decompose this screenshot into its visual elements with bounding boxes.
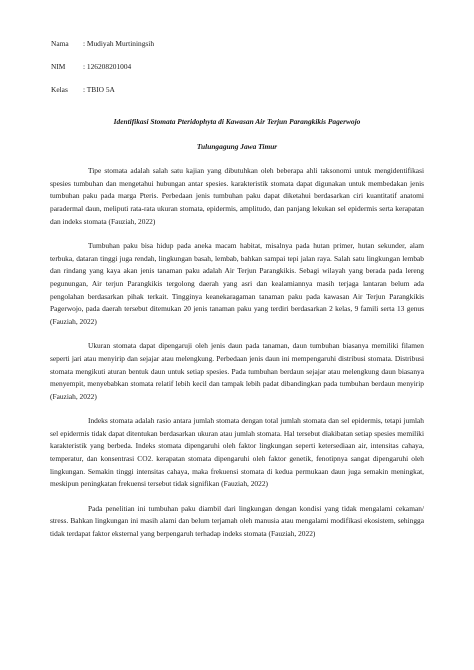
document-title-line-1: Identifikasi Stomata Pteridophyta di Kawasan Air Terjun Parangkikis Pagerwojo — [113, 117, 361, 126]
nim-label: NIM — [51, 62, 66, 71]
nim-value: : 126208201004 — [83, 62, 132, 71]
paragraph-1: Tipe stomata adalah salah satu kajian yang dibutuhkan oleh beberapa ahli taksonomi untuk mengidentifikasi spesies tumbuhan dan mengetahui hubungan antar spesies. karakteristik stomata dapat digunakan untuk membedakan jenis tumbuhan paku pada marga Pteris. Perbedaan jenis tumbuhan paku dapat diketahui berdasarkan ciri kuantitatif anatomi paradermal daun, meliputi rata-rata ukuran stomata, epidermis, amplitudo, dan panjang lekukan sel epidermis serta kerapatan dan indeks stomata (Fauziah, 2022) — [50, 166, 424, 226]
document-title-line-2: Tulungagung Jawa Timur — [196, 141, 278, 151]
class-row — [51, 84, 424, 96]
name-row — [51, 38, 424, 50]
paragraph-4: Indeks stomata adalah rasio antara jumlah stomata dengan total jumlah stomata dan sel epidermis, tetapi jumlah sel epidermis tidak dapat ditentukan berdasarkan ukuran atau jumlah stomata. Hal tersebut diakibatan setiap spesies memiliki karakteristik yang berbeda. Indeks stomata dipengaruhi oleh faktor lingkungan seperti ketersediaan air, intensitas cahaya, temperatur, dan konsentrasi CO2. kerapatan stomata dipengaruhi oleh faktor genetik, fenotipnya sangat dipengaruhi oleh lingkungan. Semakin tinggi intensitas cahaya, maka frekuensi stomata di kedua permukaan daun juga semakin meningkat, meskipun peningkatan frekuensi tersebut tidak signifikan (Fauziah, 2022) — [50, 416, 424, 489]
name-value: : Mudiyah Murtiningsih — [83, 39, 155, 48]
nim-row — [51, 61, 424, 73]
paragraph-5: Pada penelitian ini tumbuhan paku diambil dari lingkungan dengan kondisi yang tidak mengalami cekaman/ stress. Bahkan lingkungan ini masih alami dan belum terjamah oleh manusia atau mengalami modifikasi ekosistem, sehingga tidak terdapat faktor eksternal yang berpengaruh terhadap indeks stomata (Fauziah, 2022) — [50, 503, 424, 539]
class-value: : TBIO 5A — [83, 85, 115, 94]
class-label: Kelas — [51, 85, 68, 94]
paragraph-3: Ukuran stomata dapat dipengaruji oleh jenis daun pada tanaman, daun tumbuhan biasanya memiliki filamen seperti jari atau menyirip dan sejajar atau melengkung. Perbedaan jenis daun ini mempengaruhi distribusi stomata. Distribusi stomata mengikuti aturan bentuk daun untuk setiap spesies. Pada tumbuhan berdaun sejajar atau melengkung daun biasanya menyempit, menyebabkan stomata relatif lebih kecil dan tampak lebih padat dibandingkan pada tumbuhan berdaun menyirip (Fauziah, 2022) — [50, 341, 424, 401]
name-label: Nama — [51, 39, 69, 48]
student-info — [51, 38, 424, 96]
paragraph-2: Tumbuhan paku bisa hidup pada aneka macam habitat, misalnya pada hutan primer, hutan sekunder, alam terbuka, dataran tinggi juga rendah, lingkungan basah, lembab, bahkan sampai tepi jalan raya. Salah satu lingkungan lembab dan rindang yang kaya akan jenis tanaman paku adalah Air Terjun Parangkikis. Sebagi wilayah yang berada pada lereng pegunungan, Air terjun Parangkikis tergolong daerah yang asri dan kealamiannya masih terjaga lantaran belum ada pengolahan berdasarkan pihak terkait. Tingginya keanekaragaman tanaman paku pada kawasan Air Terjun Parangkikis Pagerwojo, pada daerah tersebut ditemukan 20 jenis tanaman paku yang terdiri berdasarkan 2 kelas, 9 famili serta 13 genus (Fauziah, 2022) — [50, 241, 424, 326]
